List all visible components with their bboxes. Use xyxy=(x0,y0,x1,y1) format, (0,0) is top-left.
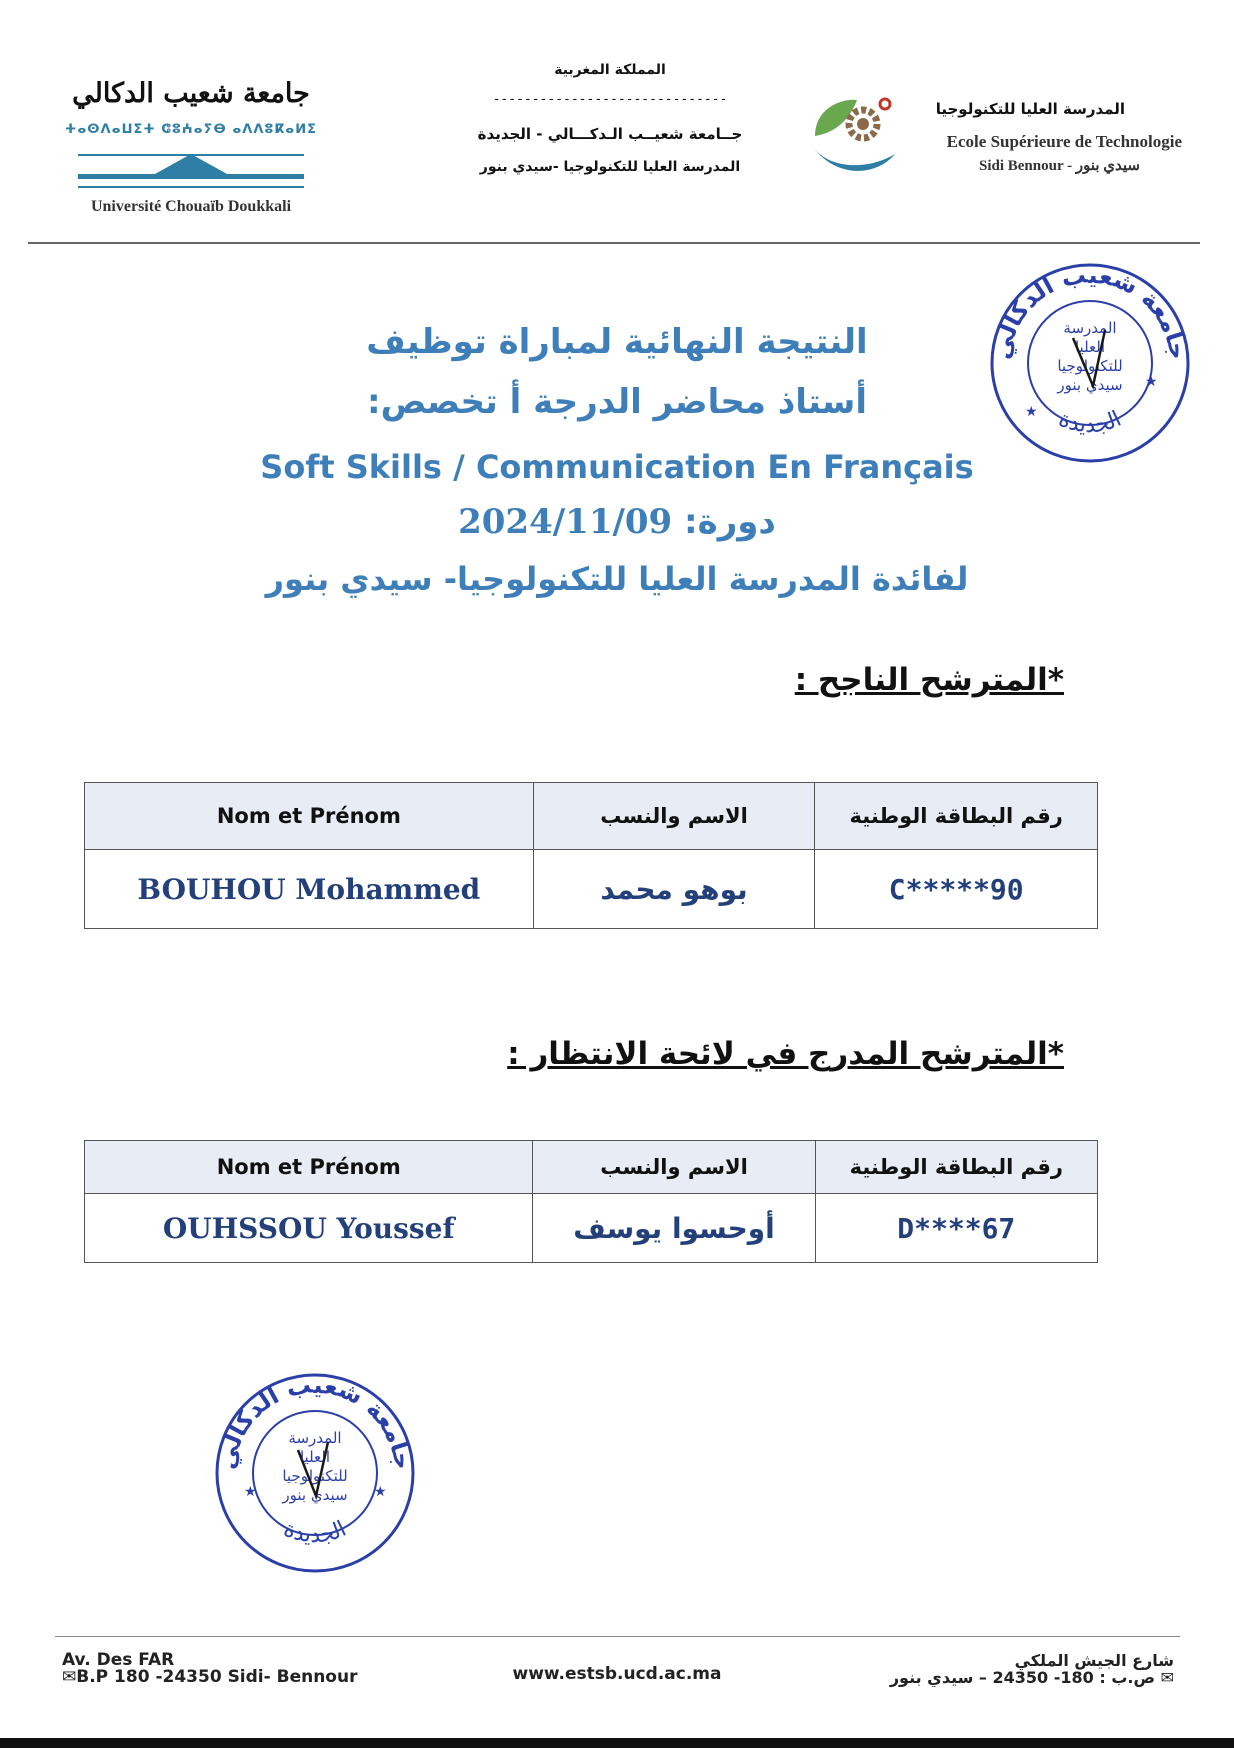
svg-text:جامعة شعيب الدكالي: جامعة شعيب الدكالي xyxy=(987,260,1193,362)
footer-website[interactable]: www.estsb.ucd.ac.ma xyxy=(512,1664,722,1684)
footer-postbox-fr: ✉B.P 180 -24350 Sidi- Bennour xyxy=(62,1667,358,1687)
svg-text:المدرسة: المدرسة xyxy=(1063,319,1117,337)
session-date: 2024/11/09 xyxy=(458,502,673,542)
header-name-fr: Nom et Prénom xyxy=(85,1141,533,1194)
svg-text:المدرسة: المدرسة xyxy=(288,1429,342,1447)
waitlist-name-ar: أوحسوا يوسف xyxy=(533,1194,815,1263)
svg-text:العليا: العليا xyxy=(299,1448,331,1466)
school-name-french: Ecole Supérieure de Technologie xyxy=(946,132,1182,151)
school-name-arabic: المدرسة العليا للتكنولوجيا xyxy=(935,100,1125,118)
svg-text:★: ★ xyxy=(244,1484,257,1500)
svg-text:★: ★ xyxy=(1025,404,1038,420)
kingdom-label: المملكة المغربية xyxy=(554,62,666,78)
svg-text:★: ★ xyxy=(374,1484,387,1500)
header-name-fr: Nom et Prénom xyxy=(85,783,534,850)
gear-leaf-logo-icon xyxy=(805,96,905,186)
footer-street-ar: شارع الجيش الملكي xyxy=(1014,1651,1174,1670)
official-stamp-bottom xyxy=(210,1368,420,1578)
svg-text:الجديدة: الجديدة xyxy=(279,1516,351,1549)
footer-address-ar xyxy=(890,1652,1174,1686)
svg-text:سيدي بنور: سيدي بنور xyxy=(1057,376,1123,394)
waitlist-name-fr: OUHSSOU Youssef xyxy=(85,1194,533,1263)
svg-text:★: ★ xyxy=(1145,374,1158,390)
admitted-name-fr: BOUHOU Mohammed xyxy=(85,850,534,929)
section-waitlist-heading: *المترشح المدرج في لائحة الانتظار : xyxy=(507,1036,1064,1072)
university-logo xyxy=(60,78,322,228)
svg-text:للتكنولوجيا: للتكنولوجيا xyxy=(1057,357,1123,375)
header-name-ar: الاسم والنسب xyxy=(533,783,815,850)
school-city: Sidi Bennour - سيدي بنور xyxy=(979,158,1140,174)
waitlist-id: D****67 xyxy=(815,1194,1097,1263)
university-name-arabic: جامعة شعيب الدكالي xyxy=(72,78,310,109)
footer-divider xyxy=(55,1636,1180,1637)
title-beneficiary: لفائدة المدرسة العليا للتكنولوجيا- سيدي بنور xyxy=(265,560,969,598)
mail-icon: ✉ xyxy=(1160,1668,1174,1687)
scan-edge-band xyxy=(0,1738,1234,1748)
waitlist-table xyxy=(84,1140,1098,1263)
header-separator: ------------------------------ xyxy=(492,92,728,107)
university-name-tifinagh: ⵜⴰⵙⴷⴰⵡⵉⵜ ⵛⵓⵄⴰⵢⴱ ⴰⴷⴷⵓⴽⴰⵍⵉ xyxy=(64,122,318,137)
mail-icon: ✉ xyxy=(62,1667,77,1687)
admitted-name-ar: بوهو محمد xyxy=(533,850,815,929)
svg-text:العليا: العليا xyxy=(1074,338,1106,356)
svg-text:سيدي بنور: سيدي بنور xyxy=(282,1486,348,1504)
header-name-ar: الاسم والنسب xyxy=(533,1141,815,1194)
header-id: رقم البطاقة الوطنية xyxy=(815,783,1098,850)
footer-street-fr: Av. Des FAR xyxy=(62,1650,175,1670)
svg-text:الجديدة: الجديدة xyxy=(1054,406,1126,439)
title-specialty: Soft Skills / Communication En Français xyxy=(260,448,974,486)
university-line: جــامعة شعيــب الـدكـــالي - الجديدة xyxy=(477,125,743,143)
svg-text:للتكنولوجيا: للتكنولوجيا xyxy=(282,1467,348,1485)
header-center xyxy=(425,58,795,175)
table-header-row xyxy=(85,783,1098,850)
table-header-row xyxy=(85,1141,1098,1194)
footer-postbox-ar: ✉ ص.ب : 180- 24350 – سيدي بنور xyxy=(889,1668,1174,1687)
university-name-french: Université Chouaïb Doukkali xyxy=(90,198,292,215)
session-label: دورة: xyxy=(684,502,776,542)
svg-text:جامعة شعيب الدكالي: جامعة شعيب الدكالي xyxy=(212,1370,418,1472)
admitted-table xyxy=(84,782,1098,929)
table-row xyxy=(85,1194,1098,1263)
header-id: رقم البطاقة الوطنية xyxy=(815,1141,1097,1194)
admitted-id: C*****90 xyxy=(815,850,1098,929)
school-logo xyxy=(805,96,1200,186)
school-line: المدرسة العليا للتكنولوجيا -سيدي بنور xyxy=(479,159,741,175)
title-line-2: أستاذ محاضر الدرجة أ تخصص: xyxy=(366,382,868,422)
title-line-1: النتيجة النهائية لمباراة توظيف xyxy=(366,322,868,362)
table-row xyxy=(85,850,1098,929)
title-session xyxy=(0,502,1234,542)
section-admitted-heading: *المترشح الناجح : xyxy=(794,662,1064,698)
university-emblem-icon xyxy=(60,146,322,196)
header-divider xyxy=(28,242,1200,244)
official-stamp-top xyxy=(985,258,1195,468)
